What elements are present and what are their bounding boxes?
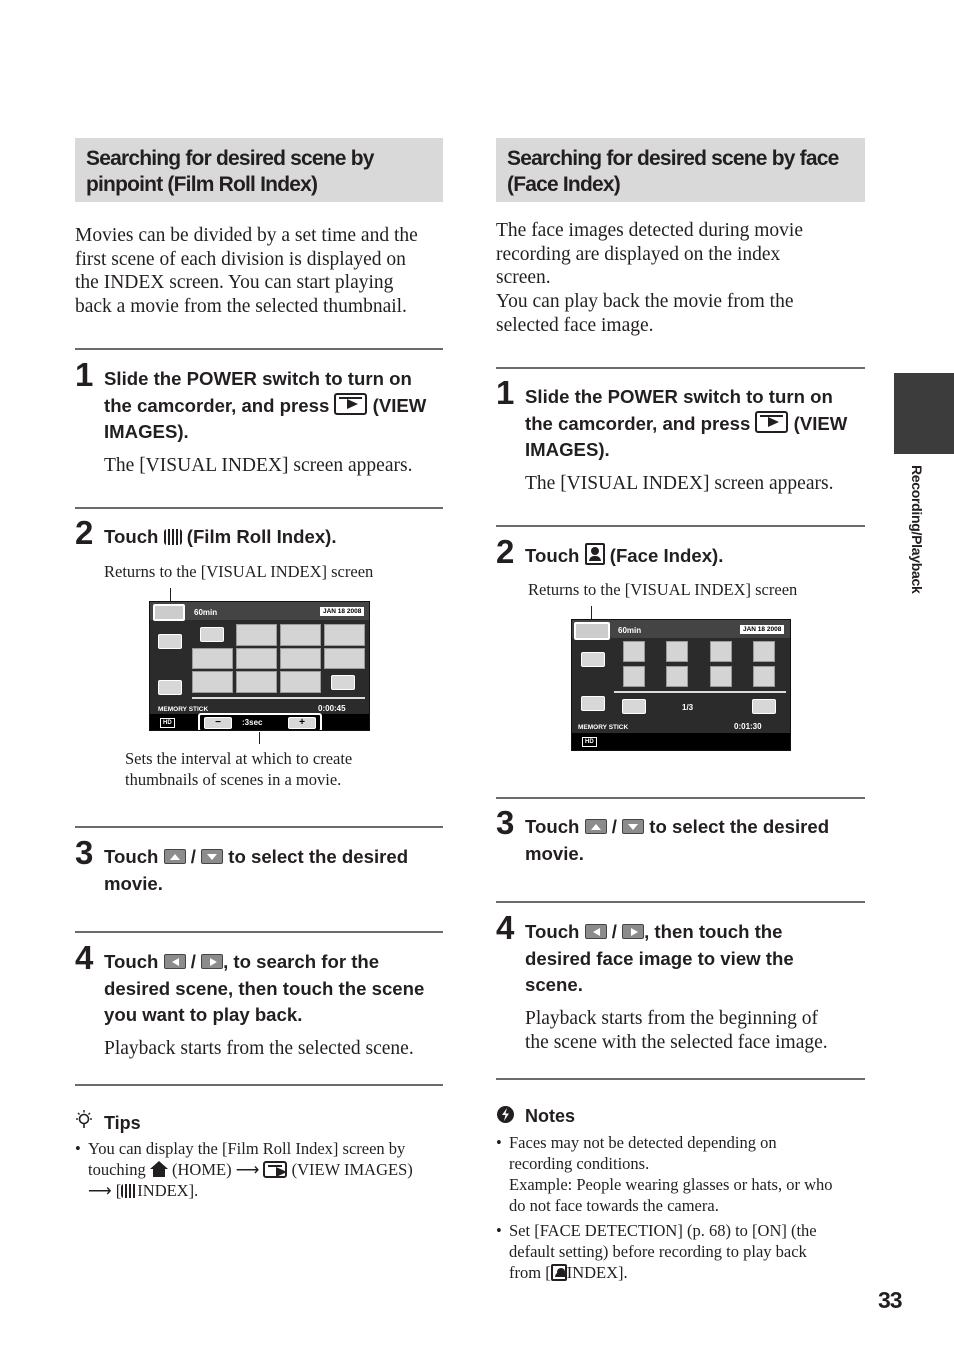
interval-plus-button[interactable]: + bbox=[288, 717, 316, 729]
prev-button[interactable] bbox=[200, 627, 224, 642]
face-thumbnail[interactable] bbox=[623, 641, 645, 662]
bullet-line: You can display the [Film Roll Index] screen by bbox=[88, 1139, 406, 1158]
step-2-text bbox=[525, 543, 865, 570]
divider bbox=[75, 931, 443, 933]
bullet-line: Faces may not be detected depending on bbox=[509, 1133, 777, 1152]
step-fragment: to select the desired bbox=[228, 846, 409, 867]
return-button[interactable] bbox=[574, 622, 610, 640]
lcd-date: JAN 18 2008 bbox=[740, 625, 784, 634]
step-fragment: Touch bbox=[525, 816, 580, 837]
thumbnail[interactable] bbox=[324, 648, 365, 669]
intro-paragraph bbox=[75, 224, 443, 319]
step-line: IMAGES). bbox=[104, 421, 189, 442]
callout-line bbox=[591, 606, 592, 620]
step-line bbox=[525, 814, 865, 841]
face-thumbnail[interactable] bbox=[710, 666, 732, 687]
prev-button[interactable] bbox=[622, 699, 646, 714]
lcd-date: JAN 18 2008 bbox=[320, 607, 364, 616]
bullet-fragment: INDEX]. bbox=[566, 1263, 628, 1282]
hd-badge: HD bbox=[582, 737, 597, 747]
battery-remaining: 60min bbox=[618, 626, 642, 635]
hd-badge: HD bbox=[160, 718, 175, 728]
step-1-text bbox=[104, 366, 444, 446]
tips-lightbulb-icon bbox=[75, 1110, 93, 1130]
bullet-line: do not face towards the camera. bbox=[509, 1196, 719, 1215]
face-thumbnail[interactable] bbox=[753, 641, 775, 662]
caption-interval bbox=[125, 748, 352, 790]
view-images-icon bbox=[334, 393, 367, 415]
view-images-icon bbox=[755, 411, 788, 433]
step-fragment: the camcorder, and press bbox=[104, 394, 330, 416]
step-fragment: / bbox=[611, 816, 617, 837]
face-thumbnail[interactable] bbox=[710, 641, 732, 662]
step-line: Slide the POWER switch to turn on bbox=[104, 368, 412, 389]
bullet-line bbox=[88, 1159, 413, 1180]
bullet-text bbox=[88, 1138, 413, 1201]
progress-bar bbox=[614, 691, 786, 693]
step-1-result: The [VISUAL INDEX] screen appears. bbox=[525, 473, 834, 494]
step-4-text bbox=[525, 919, 865, 999]
face-thumbnail[interactable] bbox=[753, 666, 775, 687]
step-line: Slide the POWER switch to turn on bbox=[525, 386, 833, 407]
step-3-text bbox=[525, 814, 865, 867]
thumbnail[interactable] bbox=[192, 648, 233, 669]
step-fragment: Touch bbox=[104, 846, 159, 867]
step-line bbox=[525, 919, 865, 946]
arrow-icon: ⟶ bbox=[235, 1160, 260, 1179]
step-number: 4 bbox=[496, 909, 515, 946]
divider bbox=[496, 901, 865, 903]
step-line: IMAGES). bbox=[525, 439, 610, 460]
step-1-text bbox=[525, 384, 865, 464]
notes-heading: Notes bbox=[525, 1106, 576, 1126]
step-line bbox=[525, 411, 865, 438]
step-line bbox=[104, 393, 444, 420]
divider bbox=[75, 507, 443, 509]
caption-line: thumbnails of scenes in a movie. bbox=[125, 770, 342, 789]
tips-heading: Tips bbox=[104, 1113, 141, 1133]
heading-line: (Face Index) bbox=[507, 173, 620, 196]
result-line: Playback starts from the beginning of bbox=[525, 1008, 818, 1029]
page-indicator: 1/3 bbox=[682, 703, 694, 712]
film-roll-index-icon bbox=[121, 1184, 137, 1198]
divider bbox=[75, 348, 443, 350]
interval-value: :3sec bbox=[242, 718, 263, 727]
lcd-face-index bbox=[571, 619, 791, 751]
divider bbox=[75, 1084, 443, 1086]
bullet-line: default setting) before recording to play back bbox=[509, 1242, 807, 1261]
step-fragment: / bbox=[190, 951, 196, 972]
intro-line: You can play back the movie from the bbox=[496, 291, 794, 313]
return-button[interactable] bbox=[153, 604, 185, 621]
view-images-icon bbox=[263, 1161, 287, 1178]
caption-line: Sets the interval at which to create bbox=[125, 749, 353, 768]
step-line bbox=[104, 844, 444, 871]
right-arrow-icon bbox=[201, 954, 223, 969]
step-number: 3 bbox=[75, 834, 94, 871]
step-fragment: Touch bbox=[525, 545, 580, 566]
down-arrow-icon bbox=[622, 819, 644, 834]
divider bbox=[496, 1078, 865, 1080]
bullet-dot: • bbox=[75, 1139, 81, 1158]
step-fragment: (Face Index). bbox=[609, 545, 724, 566]
page-number: 33 bbox=[878, 1287, 902, 1313]
step-number: 2 bbox=[496, 533, 515, 570]
intro-line: selected face image. bbox=[496, 314, 654, 336]
step-line: desired scene, then touch the scene bbox=[104, 977, 425, 999]
bullet-text bbox=[509, 1132, 833, 1216]
media-label: MEMORY STICK bbox=[158, 706, 209, 713]
step-line: desired face image to view the bbox=[525, 947, 794, 969]
step-fragment: (Film Roll Index). bbox=[186, 526, 337, 547]
step-fragment: (VIEW bbox=[372, 394, 427, 416]
bullet-dot: • bbox=[496, 1221, 502, 1240]
step-fragment: to select the desired bbox=[649, 816, 830, 837]
heading-line: Searching for desired scene by bbox=[86, 147, 374, 170]
up-button[interactable] bbox=[158, 634, 182, 649]
step-4-text bbox=[104, 949, 444, 1029]
divider bbox=[496, 367, 865, 369]
face-index-icon bbox=[551, 1264, 567, 1281]
step-fragment: Touch bbox=[104, 951, 159, 972]
scene-time: 0:01:30 bbox=[734, 722, 762, 731]
lcd-film-roll-index bbox=[149, 601, 370, 731]
bullet-fragment: touching bbox=[88, 1160, 146, 1179]
intro-line: screen. bbox=[496, 267, 551, 289]
bullet-fragment: from [ bbox=[509, 1263, 551, 1282]
thumbnail[interactable] bbox=[280, 648, 321, 669]
divider bbox=[75, 826, 443, 828]
step-number: 3 bbox=[496, 804, 515, 841]
bullet-line: Example: People wearing glasses or hats, or who bbox=[509, 1175, 833, 1194]
section-heading-face-index bbox=[496, 138, 865, 202]
film-roll-index-icon bbox=[164, 529, 182, 545]
thumbnail[interactable] bbox=[236, 648, 277, 669]
divider bbox=[496, 797, 865, 799]
intro-paragraph bbox=[496, 219, 865, 338]
caption-return: Returns to the [VISUAL INDEX] screen bbox=[104, 562, 374, 581]
step-number: 4 bbox=[75, 939, 94, 976]
next-button[interactable] bbox=[331, 675, 355, 690]
intro-line: recording are displayed on the index bbox=[496, 243, 781, 265]
step-4-result bbox=[525, 1007, 865, 1054]
bullet-dot: • bbox=[496, 1133, 502, 1152]
chapter-label: Recording/Playback bbox=[909, 465, 925, 594]
thumbnail[interactable] bbox=[192, 671, 233, 693]
left-arrow-icon bbox=[585, 924, 607, 939]
heading-line: pinpoint (Film Roll Index) bbox=[86, 173, 318, 196]
thumbnail[interactable] bbox=[236, 624, 277, 646]
battery-remaining: 60min bbox=[194, 608, 218, 617]
bullet-line bbox=[88, 1180, 413, 1201]
result-line: the scene with the selected face image. bbox=[525, 1031, 828, 1053]
step-fragment: , then touch the bbox=[644, 921, 783, 942]
intro-line: Movies can be divided by a set time and the bbox=[75, 225, 418, 246]
callout-line bbox=[170, 588, 171, 602]
face-thumbnail[interactable] bbox=[666, 641, 688, 662]
home-icon bbox=[150, 1161, 168, 1177]
step-fragment: Touch bbox=[104, 526, 159, 547]
step-line: movie. bbox=[525, 842, 584, 864]
step-3-text bbox=[104, 844, 444, 897]
step-fragment: / bbox=[190, 846, 196, 867]
step-fragment: Touch bbox=[525, 921, 580, 942]
face-thumbnail[interactable] bbox=[623, 666, 645, 687]
scene-time: 0:00:45 bbox=[318, 704, 346, 713]
progress-bar bbox=[192, 697, 365, 699]
next-button[interactable] bbox=[752, 699, 776, 714]
divider bbox=[496, 525, 865, 527]
bullet-line bbox=[509, 1262, 817, 1283]
section-heading-film-roll bbox=[75, 138, 443, 202]
step-line bbox=[104, 949, 444, 976]
up-arrow-icon bbox=[585, 819, 607, 834]
intro-line: The face images detected during movie bbox=[496, 220, 803, 241]
media-label: MEMORY STICK bbox=[578, 724, 629, 731]
left-arrow-icon bbox=[164, 954, 186, 969]
bullet-line: recording conditions. bbox=[509, 1154, 650, 1173]
step-fragment: (VIEW bbox=[793, 412, 848, 434]
step-1-result: The [VISUAL INDEX] screen appears. bbox=[104, 455, 413, 476]
lcd-bottom-bar bbox=[572, 733, 791, 751]
bullet-fragment: (HOME) bbox=[172, 1160, 232, 1179]
face-thumbnail[interactable] bbox=[666, 666, 688, 687]
thumbnail[interactable] bbox=[236, 671, 277, 693]
intro-line: back a movie from the selected thumbnail. bbox=[75, 296, 407, 318]
bullet-fragment: [ bbox=[115, 1181, 122, 1200]
step-fragment: / bbox=[611, 921, 617, 942]
bullet-fragment: (VIEW IMAGES) bbox=[291, 1160, 413, 1179]
bullet-text bbox=[509, 1220, 817, 1283]
step-2-text bbox=[104, 524, 444, 551]
step-line: movie. bbox=[104, 872, 163, 894]
down-button[interactable] bbox=[158, 680, 182, 695]
chapter-tab bbox=[894, 373, 954, 454]
bullet-line: Set [FACE DETECTION] (p. 68) to [ON] (the bbox=[509, 1221, 817, 1240]
interval-minus-button[interactable]: − bbox=[204, 717, 232, 729]
up-arrow-icon bbox=[164, 849, 186, 864]
down-button[interactable] bbox=[581, 696, 605, 711]
step-fragment: the camcorder, and press bbox=[525, 412, 751, 434]
step-number: 1 bbox=[75, 356, 94, 393]
step-number: 2 bbox=[75, 514, 94, 551]
face-index-icon bbox=[585, 543, 605, 565]
up-button[interactable] bbox=[581, 652, 605, 667]
heading-line: Searching for desired scene by face bbox=[507, 147, 839, 170]
thumbnail[interactable] bbox=[280, 671, 321, 693]
step-4-result: Playback starts from the selected scene. bbox=[104, 1038, 414, 1059]
intro-line: first scene of each division is displayed on bbox=[75, 248, 406, 270]
caption-return: Returns to the [VISUAL INDEX] screen bbox=[528, 580, 798, 599]
bullet-fragment: INDEX]. bbox=[137, 1181, 199, 1200]
intro-line: the INDEX screen. You can start playing bbox=[75, 272, 394, 294]
right-arrow-icon bbox=[622, 924, 644, 939]
step-number: 1 bbox=[496, 374, 515, 411]
callout-line bbox=[259, 732, 260, 744]
step-line: you want to play back. bbox=[104, 1004, 303, 1025]
thumbnail[interactable] bbox=[324, 624, 365, 646]
interval-setting[interactable] bbox=[198, 713, 322, 731]
down-arrow-icon bbox=[201, 849, 223, 864]
notes-icon bbox=[496, 1105, 515, 1124]
step-line: scene. bbox=[525, 974, 583, 995]
arrow-icon: ⟶ bbox=[88, 1181, 112, 1200]
step-fragment: , to search for the bbox=[223, 951, 380, 972]
thumbnail[interactable] bbox=[280, 624, 321, 646]
